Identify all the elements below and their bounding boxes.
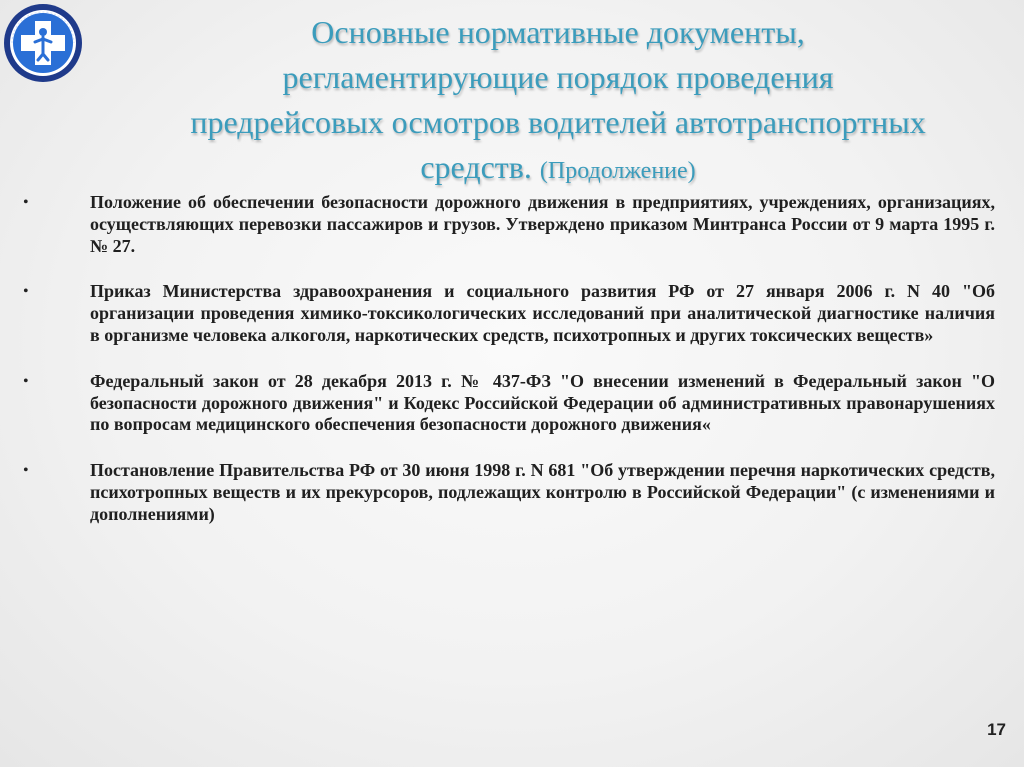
title-line-1: Основные нормативные документы, [311, 14, 805, 50]
title-continuation: (Продолжение) [539, 158, 696, 184]
title-line-2: регламентирующие порядок проведения [282, 59, 834, 95]
bullet-icon: • [23, 372, 29, 390]
title-line-4-text: средств. [420, 149, 532, 185]
list-item [20, 371, 995, 436]
bullet-icon: • [23, 462, 29, 480]
list-item [20, 460, 995, 525]
list-item-text: Постановление Правительства РФ от 30 июня 1998 г. N 681 "Об утверждении перечня наркотических средств, психотропных веществ и их прекурсоров, подлежащих контролю в Российской Федерации" (с изменениями и дополнениями) [90, 460, 995, 524]
page-number: 17 [987, 720, 1006, 739]
list-item-text: Приказ Министерства здравоохранения и социального развития РФ от 27 января 2006 г. N 40 "Об организации проведения химико-токсикологических исследований при аналитической диагностике наличия в организме человека алкоголя, наркотических средств, психотропных и других токсических веществ» [90, 281, 995, 345]
title-line-4 [100, 145, 1016, 194]
list-item-text: Федеральный закон от 28 декабря 2013 г. № 437-ФЗ "О внесении изменений в Федеральный закон "О безопасности дорожного движения" и Кодекс Российской Федерации об административных правонарушениях по вопросам медицинского обеспечения безопасности дорожного движения« [90, 370, 995, 435]
list-item-text: Положение об обеспечении безопасности дорожного движения в предприятиях, учреждениях, организациях, осуществляющих перевозки пассажиров и грузов. Утверждено приказом Минтранса России от 9 марта 1995 г. № 27. [90, 192, 995, 256]
title-line-3: предрейсовых осмотров водителей автотранспортных [190, 104, 926, 140]
list-item [20, 192, 995, 257]
document-list [20, 192, 995, 550]
page-title [100, 10, 1016, 194]
bullet-icon: • [23, 283, 29, 301]
medical-cross-emblem-icon [2, 2, 84, 84]
list-item [20, 281, 995, 346]
bullet-icon: • [23, 194, 29, 211]
